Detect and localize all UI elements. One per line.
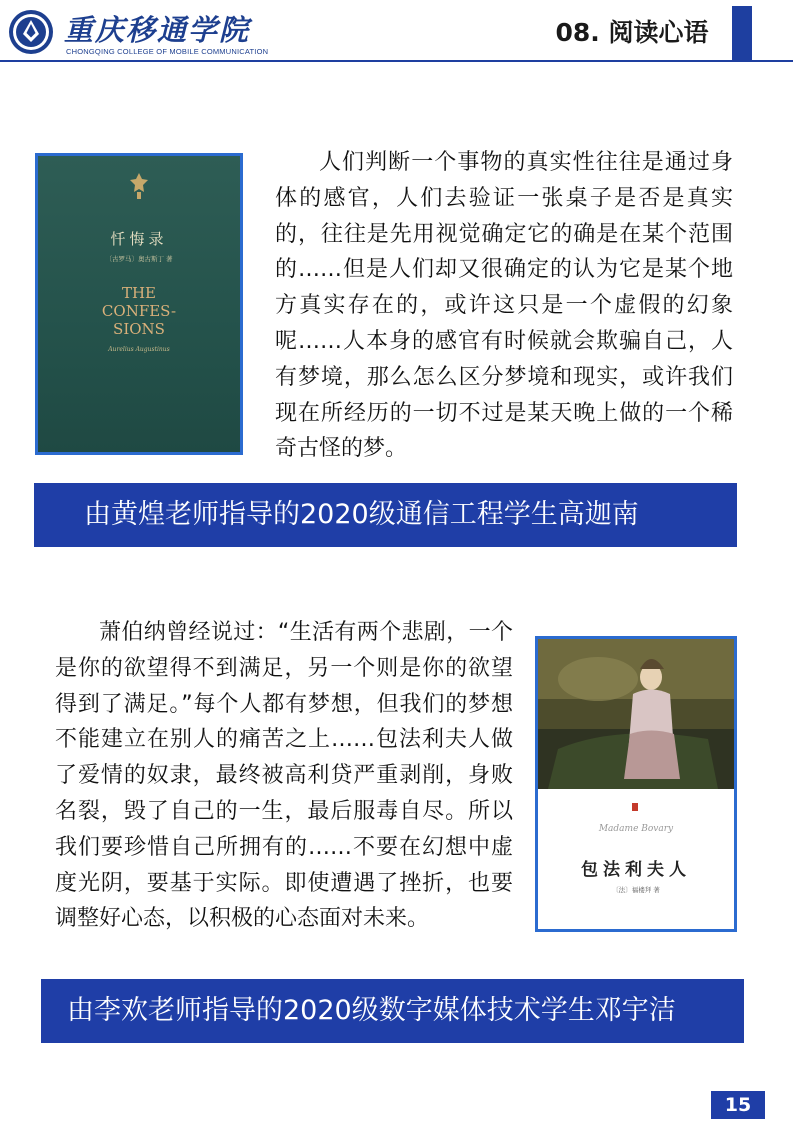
book2-review-text: 萧伯纳曾经说过：“生活有两个悲剧，一个是你的欲望得不到满足，另一个则是你的欲望得到了满足。”每个人都有梦想，但我们的梦想不能建立在别人的痛苦之上……包法利夫人做了爱情的奴隶，最终被高利贷严重剥削，身败名裂，毁了自己的一生，最后服毒自尽。所以我们要珍惜自己所拥有的……不要在幻想中虚度光阴，要基于实际。即使遭遇了挫折，也要调整好心态，以积极的心态面对未来。 (55, 620, 513, 932)
book-cover-english-author: Aurelius Augustinus (108, 346, 170, 353)
section-tab-accent (732, 6, 752, 60)
book-cover-confessions (35, 153, 243, 455)
school-name: 重庆移通学院 (64, 13, 251, 47)
book-cover-title: 包法利夫人 (581, 860, 691, 880)
header-divider (0, 60, 793, 62)
section-tab (532, 6, 752, 60)
publisher-mark-icon (632, 803, 638, 811)
book-cover-author: 〔法〕福楼拜 著 (612, 886, 660, 894)
section-title: 08. 阅读心语 (555, 18, 709, 47)
book-cover-author: 〔古罗马〕奥古斯丁 著 (105, 255, 173, 263)
crest-icon (128, 172, 150, 200)
book-cover-title: 忏悔录 (110, 230, 168, 248)
book2-credit-banner: 由李欢老师指导的2020级数字媒体技术学生邓宇洁 (41, 979, 744, 1043)
school-name-english: CHONGQING COLLEGE OF MOBILE COMMUNICATION (66, 47, 269, 56)
book-cover-script-title: Madame Bovary (598, 824, 674, 834)
cover-painting-image (538, 639, 734, 789)
page-number: 15 (711, 1091, 765, 1119)
school-logo-icon (8, 9, 54, 55)
book-cover-english-title: THE CONFES- SIONS (101, 284, 177, 338)
book-cover-madame-bovary (535, 636, 737, 932)
book1-credit-banner: 由黄煌老师指导的2020级通信工程学生高迦南 (34, 483, 737, 547)
page-header (0, 0, 793, 64)
book1-review-text: 人们判断一个事物的真实性往往是通过身体的感官，人们去验证一张桌子是否是真实的，往往是先用视觉确定它的确是在某个范围的……但是人们却又很确定的认为它是某个地方真实存在的，或许这只是一个虚假的幻象呢……人本身的感官有时候就会欺骗自己，人有梦境，那么怎么区分梦境和现实，或许我们现在所经历的一切不过是某天晚上做的一个稀奇古怪的梦。 (275, 150, 733, 462)
